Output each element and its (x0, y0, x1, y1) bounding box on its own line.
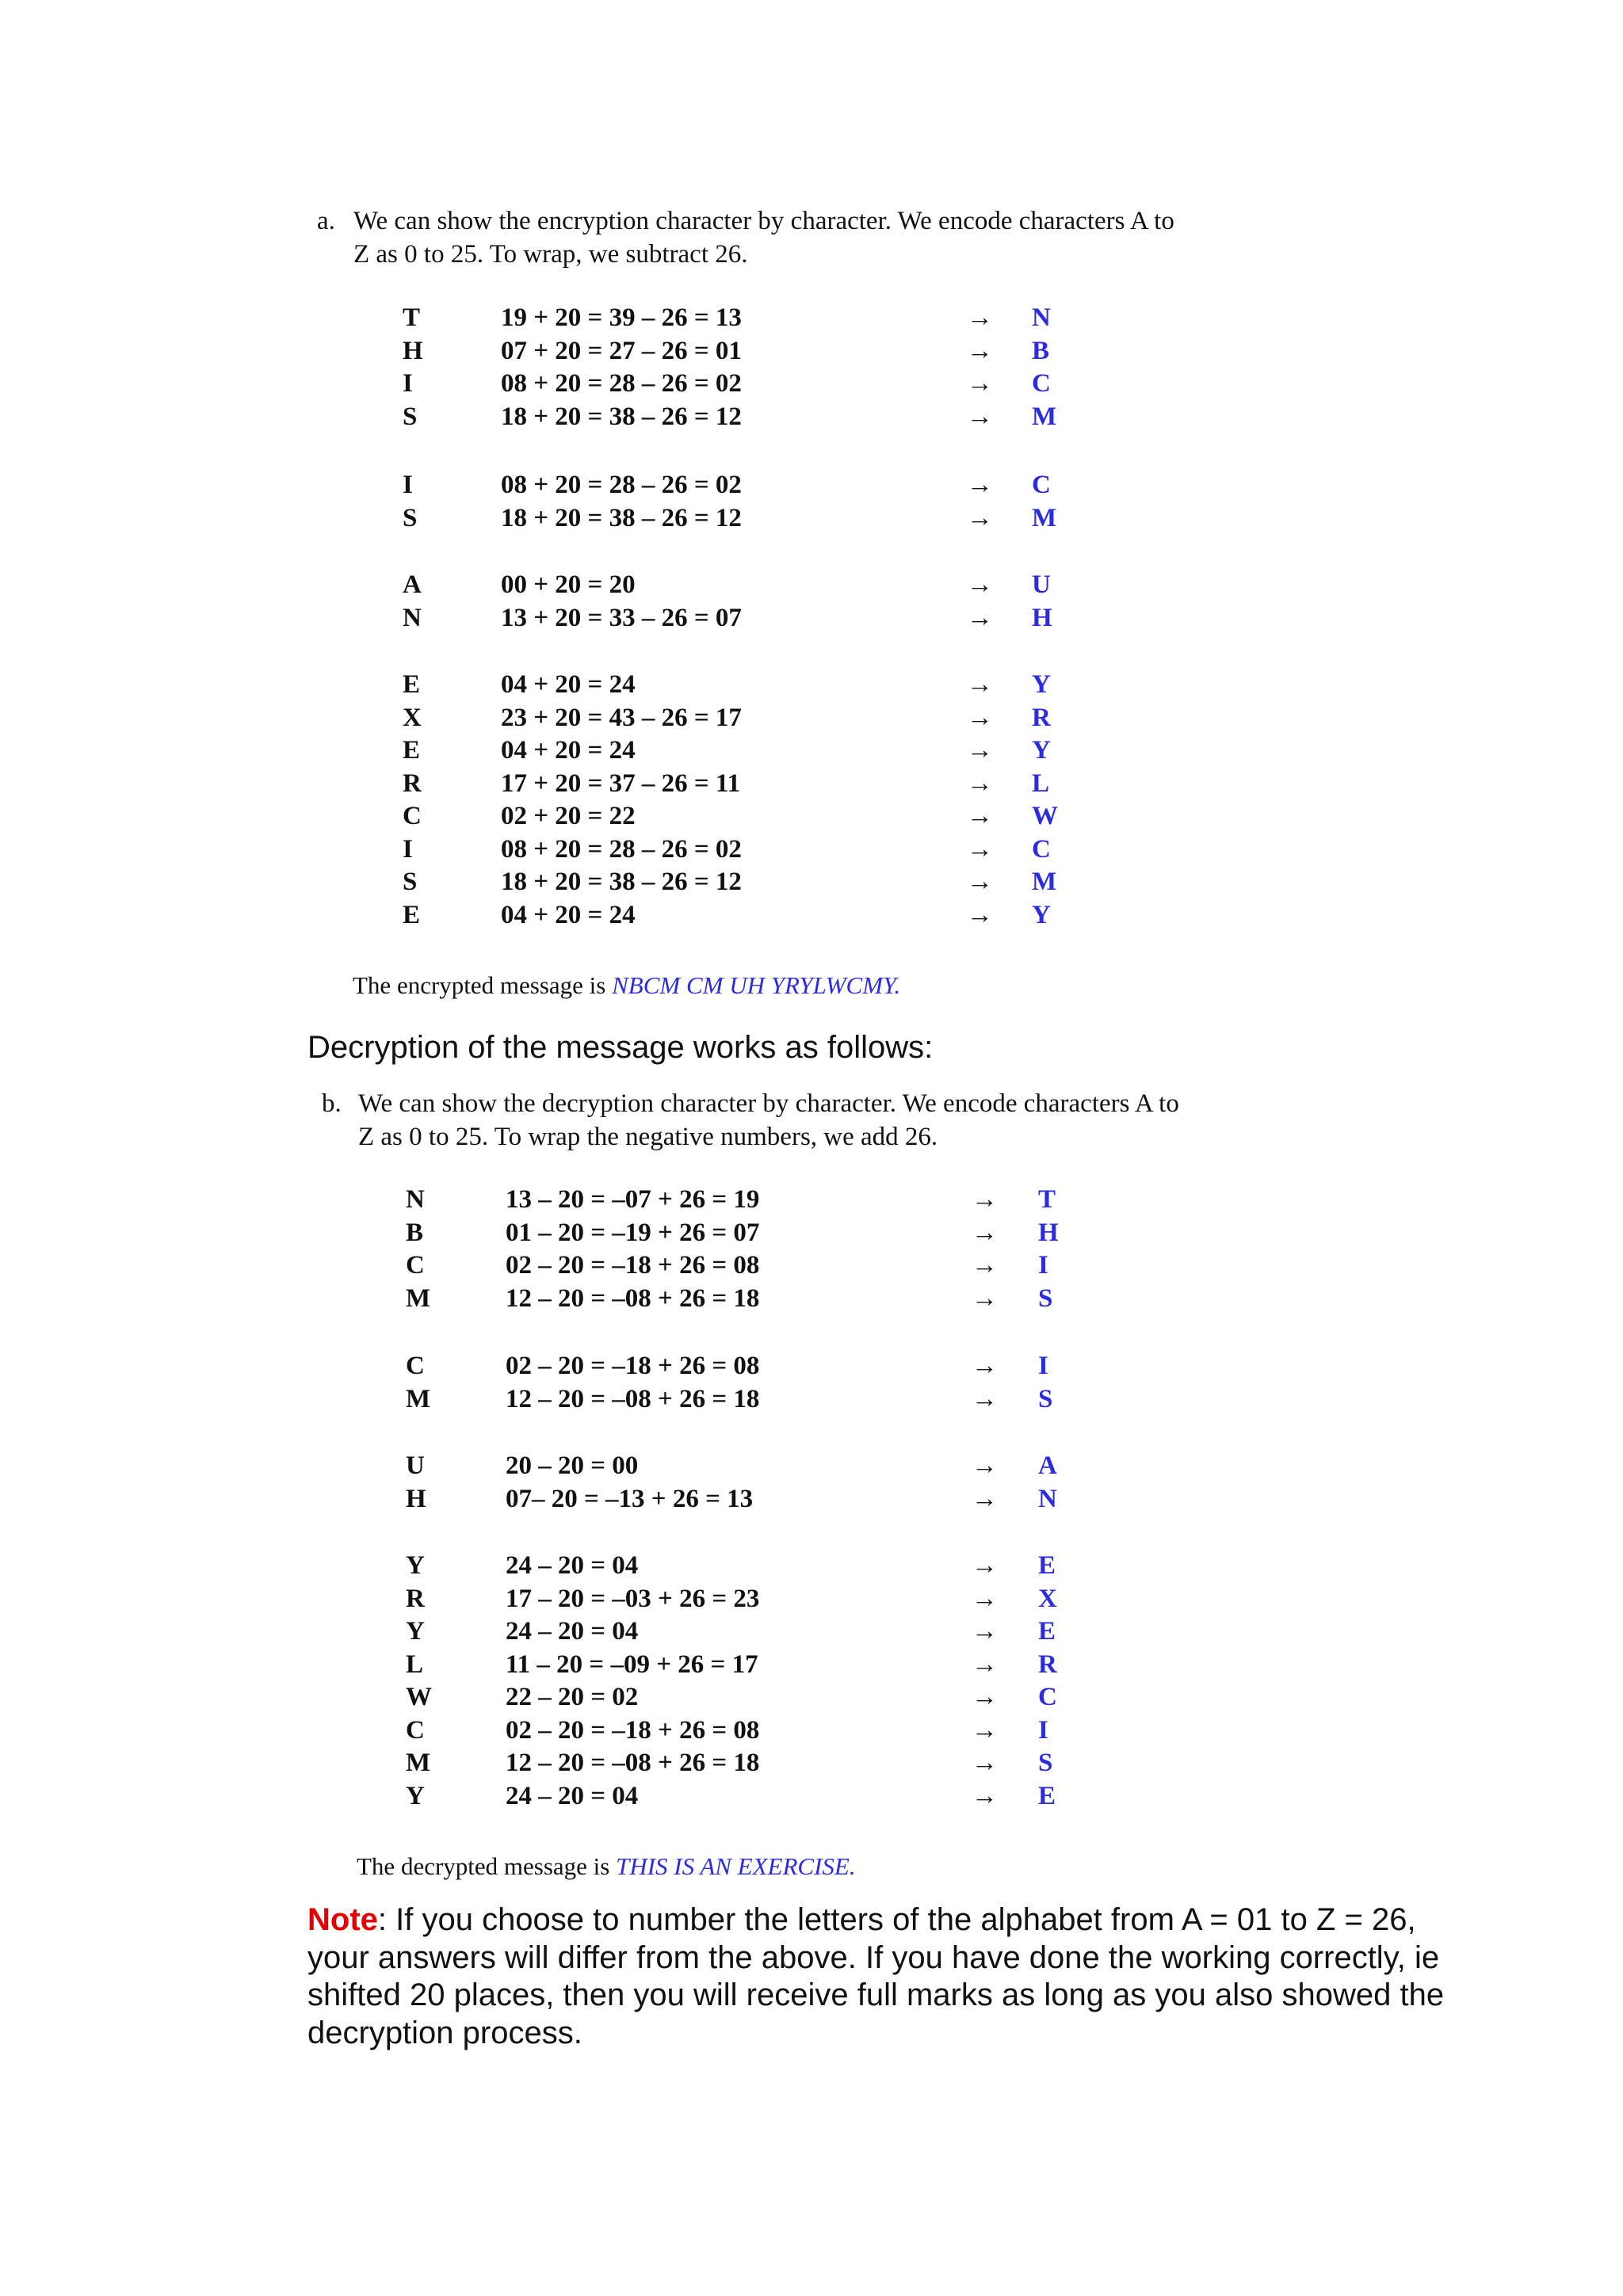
source-letter: C (406, 1715, 425, 1745)
result-letter: R (1032, 703, 1051, 732)
result-letter: S (1038, 1749, 1053, 1777)
decryption-summary (357, 1852, 856, 1881)
arrow-icon: → (972, 1384, 998, 1413)
calculation: 08 + 20 = 28 – 26 = 02 (501, 369, 742, 398)
source-letter: M (406, 1283, 431, 1313)
decryption-row (0, 1451, 1623, 1485)
calculation: 01 – 20 = –19 + 26 = 07 (506, 1218, 760, 1247)
arrow-icon: → (967, 802, 993, 830)
result-letter: R (1038, 1650, 1057, 1679)
arrow-icon: → (967, 603, 993, 632)
source-letter: E (403, 900, 421, 929)
source-letter: Y (406, 1617, 425, 1646)
encryption-group (0, 303, 1623, 435)
calculation: 23 + 20 = 43 – 26 = 17 (501, 703, 742, 732)
decryption-row (0, 1782, 1623, 1815)
decryption-intro (322, 1087, 1179, 1154)
calculation: 20 – 20 = 00 (506, 1451, 639, 1480)
source-letter: S (403, 402, 418, 431)
decryption-heading: Decryption of the message works as follows: (307, 1030, 934, 1065)
arrow-icon: → (972, 1251, 998, 1280)
result-letter: H (1038, 1218, 1059, 1247)
arrow-icon: → (967, 769, 993, 798)
calculation: 04 + 20 = 24 (501, 670, 636, 699)
result-letter: C (1032, 834, 1051, 864)
arrow-icon: → (972, 1650, 998, 1679)
source-letter: M (406, 1749, 431, 1777)
encryption-row (0, 901, 1623, 934)
calculation: 04 + 20 = 24 (501, 736, 636, 765)
source-letter: E (403, 670, 421, 699)
encryption-row (0, 402, 1623, 436)
decryption-row (0, 1185, 1623, 1219)
decryption-row (0, 1284, 1623, 1318)
result-letter: I (1038, 1352, 1048, 1380)
result-letter: X (1038, 1584, 1057, 1613)
result-letter: H (1032, 603, 1052, 632)
result-letter: S (1038, 1384, 1053, 1413)
arrow-icon: → (972, 1484, 998, 1513)
source-letter: I (403, 471, 413, 499)
calculation: 08 + 20 = 28 – 26 = 02 (501, 834, 742, 864)
decryption-row (0, 1352, 1623, 1385)
result-letter: N (1038, 1484, 1057, 1513)
decryption-row (0, 1749, 1623, 1782)
arrow-icon: → (972, 1683, 998, 1711)
note-text: : If you choose to number the letters of the alphabet from A = 01 to Z = 26, your answers will differ from the above. If you have done the working correctly, ie shifted 20 places, then you will receive full marks as long as you also showed the decryption process. (307, 1902, 1445, 2050)
encryption-row (0, 802, 1623, 835)
arrow-icon: → (967, 670, 993, 699)
calculation: 22 – 20 = 02 (506, 1683, 639, 1711)
encryption-group (0, 670, 1623, 933)
encryption-row (0, 868, 1623, 901)
encryption-row (0, 704, 1623, 737)
encryption-summary-prefix: The encrypted message is (353, 971, 613, 999)
source-letter: R (403, 769, 422, 798)
decryption-row (0, 1683, 1623, 1716)
source-letter: I (403, 834, 413, 864)
arrow-icon: → (967, 503, 993, 532)
calculation: 24 – 20 = 04 (506, 1551, 639, 1580)
decryption-row (0, 1251, 1623, 1284)
calculation: 13 – 20 = –07 + 26 = 19 (506, 1185, 760, 1214)
calculation: 02 – 20 = –18 + 26 = 08 (506, 1352, 760, 1380)
encryption-row (0, 670, 1623, 704)
decryption-row (0, 1551, 1623, 1585)
calculation: 12 – 20 = –08 + 26 = 18 (506, 1749, 760, 1777)
source-letter: Y (406, 1781, 425, 1810)
encrypted-message: NBCM CM UH YRYLWCMY. (612, 971, 901, 999)
result-letter: E (1038, 1781, 1056, 1810)
arrow-icon: → (967, 471, 993, 499)
source-letter: C (406, 1352, 425, 1380)
result-letter: U (1032, 570, 1051, 599)
result-letter: E (1038, 1617, 1056, 1646)
calculation: 02 – 20 = –18 + 26 = 08 (506, 1715, 760, 1745)
result-letter: A (1038, 1451, 1057, 1480)
calculation: 04 + 20 = 24 (501, 900, 636, 929)
encryption-summary (353, 971, 900, 1000)
calculation: 00 + 20 = 20 (501, 570, 636, 599)
decryption-row (0, 1716, 1623, 1749)
encryption-intro-line1: We can show the encryption character by character. We encode characters A to (353, 207, 1174, 235)
source-letter: T (403, 303, 421, 332)
result-letter: T (1038, 1185, 1056, 1214)
note-paragraph (307, 1901, 1457, 2052)
source-letter: L (406, 1650, 424, 1679)
encryption-row (0, 471, 1623, 504)
result-letter: Y (1032, 670, 1051, 699)
arrow-icon: → (972, 1451, 998, 1480)
arrow-icon: → (967, 703, 993, 732)
result-letter: W (1032, 802, 1058, 830)
calculation: 02 – 20 = –18 + 26 = 08 (506, 1251, 760, 1280)
result-letter: C (1032, 471, 1051, 499)
source-letter: U (406, 1451, 425, 1480)
decrypted-message: THIS IS AN EXERCISE. (616, 1852, 856, 1880)
source-letter: S (403, 503, 418, 532)
decryption-summary-prefix: The decrypted message is (357, 1852, 617, 1880)
decryption-row (0, 1585, 1623, 1618)
arrow-icon: → (972, 1749, 998, 1777)
source-letter: A (403, 570, 422, 599)
encryption-label: a. (317, 207, 335, 235)
decryption-row (0, 1485, 1623, 1518)
calculation: 24 – 20 = 04 (506, 1781, 639, 1810)
encryption-row (0, 504, 1623, 537)
encryption-row (0, 769, 1623, 803)
encryption-row (0, 337, 1623, 370)
arrow-icon: → (967, 834, 993, 864)
calculation: 18 + 20 = 38 – 26 = 12 (501, 503, 742, 532)
calculation: 12 – 20 = –08 + 26 = 18 (506, 1384, 760, 1413)
encryption-row (0, 570, 1623, 604)
result-letter: C (1038, 1683, 1057, 1711)
encryption-intro-line2: Z as 0 to 25. To wrap, we subtract 26. (353, 240, 748, 269)
encryption-row (0, 835, 1623, 868)
arrow-icon: → (967, 303, 993, 332)
source-letter: N (403, 603, 422, 632)
arrow-icon: → (972, 1283, 998, 1313)
calculation: 24 – 20 = 04 (506, 1617, 639, 1646)
result-letter: E (1038, 1551, 1056, 1580)
calculation: 18 + 20 = 38 – 26 = 12 (501, 868, 742, 896)
calculation: 17 – 20 = –03 + 26 = 23 (506, 1584, 760, 1613)
arrow-icon: → (972, 1617, 998, 1646)
arrow-icon: → (972, 1584, 998, 1613)
source-letter: H (403, 336, 423, 365)
calculation: 18 + 20 = 38 – 26 = 12 (501, 402, 742, 431)
source-letter: Y (406, 1551, 425, 1580)
source-letter: W (406, 1683, 432, 1711)
arrow-icon: → (967, 336, 993, 365)
source-letter: X (403, 703, 422, 732)
calculation: 17 + 20 = 37 – 26 = 11 (501, 769, 741, 798)
encryption-group (0, 471, 1623, 536)
result-letter: I (1038, 1251, 1048, 1280)
calculation: 11 – 20 = –09 + 26 = 17 (506, 1650, 758, 1679)
encryption-row (0, 369, 1623, 402)
calculation: 13 + 20 = 33 – 26 = 07 (501, 603, 742, 632)
arrow-icon: → (972, 1218, 998, 1247)
encryption-intro (317, 204, 1174, 271)
source-letter: R (406, 1584, 425, 1613)
encryption-row (0, 736, 1623, 769)
source-letter: E (403, 736, 421, 765)
arrow-icon: → (967, 369, 993, 398)
source-letter: B (406, 1218, 424, 1247)
result-letter: I (1038, 1715, 1048, 1745)
arrow-icon: → (972, 1551, 998, 1580)
result-letter: M (1032, 402, 1057, 431)
arrow-icon: → (967, 868, 993, 896)
encryption-group (0, 570, 1623, 636)
decryption-row (0, 1385, 1623, 1418)
calculation: 08 + 20 = 28 – 26 = 02 (501, 471, 742, 499)
calculation: 19 + 20 = 39 – 26 = 13 (501, 303, 742, 332)
decryption-label: b. (322, 1089, 342, 1118)
source-letter: N (406, 1185, 425, 1214)
result-letter: N (1032, 303, 1051, 332)
decryption-intro-line2: Z as 0 to 25. To wrap the negative numbers, we add 26. (358, 1123, 938, 1151)
source-letter: M (406, 1384, 431, 1413)
source-letter: C (406, 1251, 425, 1280)
arrow-icon: → (972, 1781, 998, 1810)
calculation: 12 – 20 = –08 + 26 = 18 (506, 1283, 760, 1313)
arrow-icon: → (972, 1715, 998, 1745)
source-letter: C (403, 802, 422, 830)
source-letter: S (403, 868, 418, 896)
result-letter: S (1038, 1283, 1053, 1313)
decryption-row (0, 1219, 1623, 1252)
arrow-icon: → (972, 1352, 998, 1380)
source-letter: I (403, 369, 413, 398)
decryption-row (0, 1650, 1623, 1684)
calculation: 02 + 20 = 22 (501, 802, 636, 830)
decryption-group (0, 1451, 1623, 1517)
result-letter: Y (1032, 900, 1051, 929)
arrow-icon: → (967, 736, 993, 765)
result-letter: M (1032, 868, 1057, 896)
note-keyword: Note (307, 1902, 378, 1937)
encryption-row (0, 604, 1623, 637)
decryption-intro-line1: We can show the decryption character by character. We encode characters A to (358, 1089, 1179, 1118)
decryption-group (0, 1185, 1623, 1317)
arrow-icon: → (967, 900, 993, 929)
decryption-group (0, 1352, 1623, 1417)
result-letter: L (1032, 769, 1050, 798)
encryption-row (0, 303, 1623, 337)
arrow-icon: → (967, 402, 993, 431)
arrow-icon: → (972, 1185, 998, 1214)
source-letter: H (406, 1484, 426, 1513)
calculation: 07 + 20 = 27 – 26 = 01 (501, 336, 742, 365)
result-letter: Y (1032, 736, 1051, 765)
result-letter: C (1032, 369, 1051, 398)
arrow-icon: → (967, 570, 993, 599)
decryption-group (0, 1551, 1623, 1814)
calculation: 07– 20 = –13 + 26 = 13 (506, 1484, 754, 1513)
result-letter: B (1032, 336, 1050, 365)
result-letter: M (1032, 503, 1057, 532)
decryption-row (0, 1617, 1623, 1650)
